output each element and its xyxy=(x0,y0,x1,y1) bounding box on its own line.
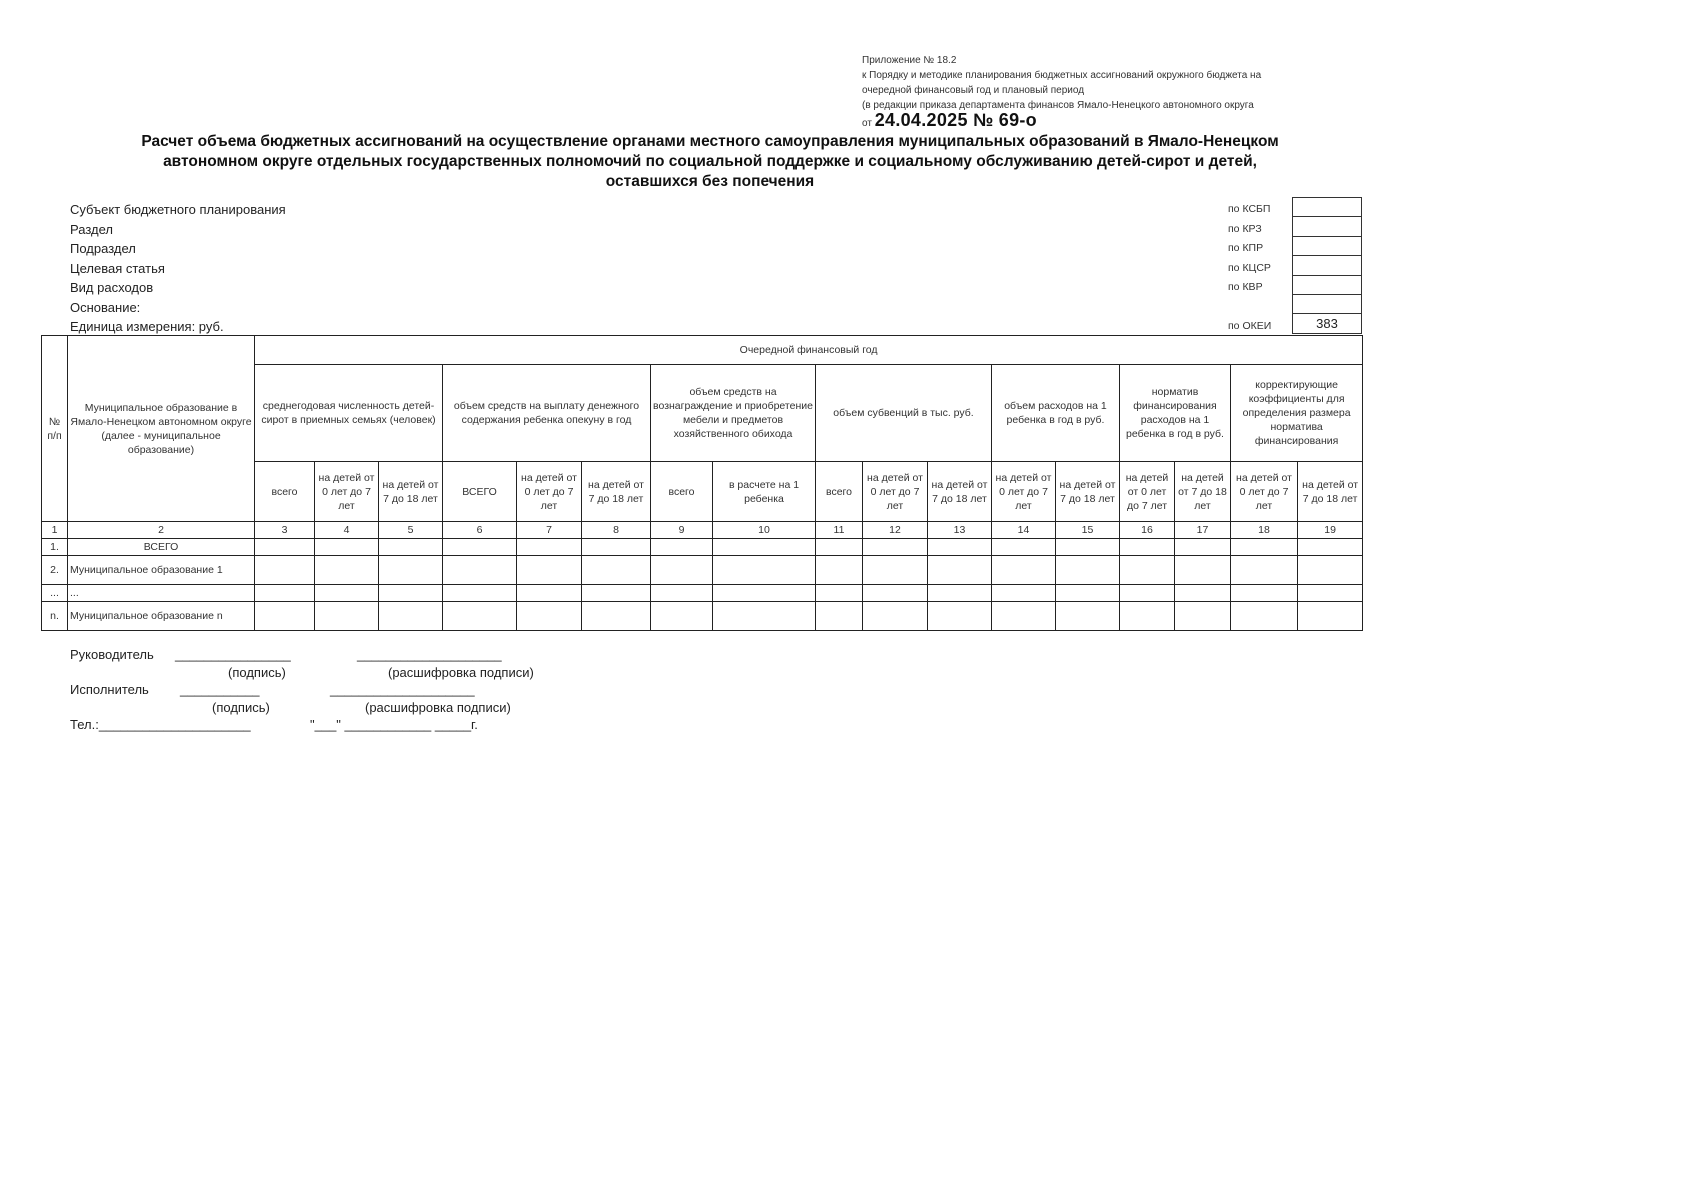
subheader-c6: ВСЕГО xyxy=(443,462,517,522)
meta-label-unit: Единица измерения: руб. xyxy=(70,319,224,334)
row-num: 2. xyxy=(42,556,68,585)
row-name: Муниципальное образование n xyxy=(68,602,255,631)
meta-label-subject: Субъект бюджетного планирования xyxy=(70,202,286,217)
header-group-norm: норматив финансирования расходов на 1 ребенка в год в руб. xyxy=(1120,365,1231,462)
col-number: 16 xyxy=(1120,522,1175,539)
code-label-krz: по КРЗ xyxy=(1228,222,1262,235)
col-number: 9 xyxy=(651,522,713,539)
executor-sign-line: ___________ xyxy=(180,682,260,697)
header-group-guardian-payment: объем средств на выплату денежного содержания ребенка опекуну в год xyxy=(443,365,651,462)
subheader-c8: на детей от 7 до 18 лет xyxy=(582,462,651,522)
code-cell xyxy=(1293,236,1362,255)
header-group-coefficients: корректирующие коэффициенты для определения размера норматива финансирования xyxy=(1231,365,1363,462)
row-name: Муниципальное образование 1 xyxy=(68,556,255,585)
subheader-c18: на детей от 0 лет до 7 лет xyxy=(1231,462,1298,522)
col-number: 15 xyxy=(1056,522,1120,539)
date-field: "___" ____________ _____г. xyxy=(310,717,478,732)
col-number: 3 xyxy=(255,522,315,539)
subheader-c11: всего xyxy=(816,462,863,522)
header-group-children-count: среднегодовая численность детей-сирот в приемных семьях (человек) xyxy=(255,365,443,462)
subheader-c9: всего xyxy=(651,462,713,522)
col-number: 19 xyxy=(1298,522,1363,539)
col-number: 11 xyxy=(816,522,863,539)
appendix-text-1: к Порядку и методике планирования бюджетных ассигнований окружного бюджета на xyxy=(862,70,1262,81)
head-sign-caption: (подпись) xyxy=(228,664,286,680)
okei-value: 383 xyxy=(1293,314,1362,333)
code-label-kpr: по КПР xyxy=(1228,242,1264,254)
title-line-1: Расчет объема бюджетных ассигнований на осуществление органами местного самоуправления муниципальных образований в Ямало-Ненецком xyxy=(141,133,1279,150)
code-cell xyxy=(1293,217,1362,236)
col-number: 7 xyxy=(517,522,582,539)
subheader-c17: на детей от 7 до 18 лет xyxy=(1175,462,1231,522)
appendix-text-2: очередной финансовый год и плановый период xyxy=(862,85,1085,96)
subheader-c10: в расчете на 1 ребенка xyxy=(713,462,816,522)
code-label-empty xyxy=(1228,298,1271,318)
subheader-c14: на детей от 0 лет до 7 лет xyxy=(992,462,1056,522)
meta-label-subsection: Подраздел xyxy=(70,241,136,256)
code-label-kcsr: по КЦСР xyxy=(1228,261,1271,274)
appendix-date-prefix: от xyxy=(862,118,872,129)
header-municipality: Муниципальное образование в Ямало-Ненецком автономном округе (далее - муниципальное образование) xyxy=(68,336,255,522)
code-label-kvr: по КВР xyxy=(1228,281,1263,293)
phone-field: Тел.:_____________________ xyxy=(70,717,251,732)
head-decode-line: ____________________ xyxy=(357,647,502,662)
head-decode-caption: (расшифровка подписи) xyxy=(388,664,534,680)
meta-label-basis: Основание: xyxy=(70,299,141,315)
code-label-ksbp: по КСБП xyxy=(1228,203,1271,215)
code-cell xyxy=(1293,198,1362,217)
meta-labels xyxy=(70,200,286,337)
row-name: ... xyxy=(68,585,255,602)
row-num: ... xyxy=(42,585,68,602)
table-row xyxy=(42,602,1363,631)
appendix-text-3: (в редакции приказа департамента финансов Ямало-Ненецкого автономного округа xyxy=(862,100,1254,111)
subheader-c13: на детей от 7 до 18 лет xyxy=(928,462,992,522)
executor-label: Исполнитель xyxy=(70,682,149,697)
executor-sign-caption: (подпись) xyxy=(212,699,270,715)
title-line-2: автономном округе отдельных государственных полномочий по социальной поддержке и социальному обслуживанию детей-сирот и детей, xyxy=(163,153,1257,170)
calculation-table xyxy=(41,335,1363,631)
col-number: 5 xyxy=(379,522,443,539)
col-number: 8 xyxy=(582,522,651,539)
col-number: 1 xyxy=(42,522,68,539)
code-cell xyxy=(1293,294,1362,313)
col-number: 10 xyxy=(713,522,816,539)
appendix-number: Приложение № 18.2 xyxy=(862,55,957,66)
head-sign-line: ________________ xyxy=(175,647,291,662)
code-label-okei: по ОКЕИ xyxy=(1228,320,1272,332)
header-group-subventions: объем субвенций в тыс. руб. xyxy=(816,365,992,462)
code-cell xyxy=(1293,275,1362,294)
title-line-3: оставшихся без попечения xyxy=(605,173,815,190)
subheader-c12: на детей от 0 лет до 7 лет xyxy=(863,462,928,522)
code-box xyxy=(1292,197,1362,334)
col-number: 2 xyxy=(68,522,255,539)
subheader-c7: на детей от 0 лет до 7 лет xyxy=(517,462,582,522)
col-number: 17 xyxy=(1175,522,1231,539)
col-number: 12 xyxy=(863,522,928,539)
col-number: 18 xyxy=(1231,522,1298,539)
col-number: 6 xyxy=(443,522,517,539)
header-num: № п/п xyxy=(42,336,68,522)
table-row xyxy=(42,539,1363,556)
appendix-note xyxy=(862,53,1382,131)
header-group-remuneration: объем средств на вознаграждение и приобретение мебели и предметов хозяйственного обихода xyxy=(651,365,816,462)
subheader-c19: на детей от 7 до 18 лет xyxy=(1298,462,1363,522)
executor-decode-caption: (расшифровка подписи) xyxy=(365,699,511,715)
subheader-c5: на детей от 7 до 18 лет xyxy=(379,462,443,522)
col-number: 14 xyxy=(992,522,1056,539)
col-number: 4 xyxy=(315,522,379,539)
document-title xyxy=(60,132,1360,192)
appendix-date-line xyxy=(862,110,1382,131)
subheader-c4: на детей от 0 лет до 7 лет xyxy=(315,462,379,522)
executor-decode-line: ____________________ xyxy=(330,682,475,697)
subheader-c15: на детей от 7 до 18 лет xyxy=(1056,462,1120,522)
row-num: 1. xyxy=(42,539,68,556)
row-num: n. xyxy=(42,602,68,631)
meta-codes xyxy=(1228,200,1271,337)
column-number-row xyxy=(42,522,1363,539)
table-row xyxy=(42,556,1363,585)
header-group-expense-per-child: объем расходов на 1 ребенка в год в руб. xyxy=(992,365,1120,462)
meta-label-expense-type: Вид расходов xyxy=(70,280,154,295)
head-label: Руководитель xyxy=(70,647,154,662)
subheader-c16: на детей от 0 лет до 7 лет xyxy=(1120,462,1175,522)
col-number: 13 xyxy=(928,522,992,539)
meta-label-target: Целевая статья xyxy=(70,260,165,276)
subheader-c3: всего xyxy=(255,462,315,522)
header-fiscal-year: Очередной финансовый год xyxy=(255,336,1363,365)
table-row xyxy=(42,585,1363,602)
code-cell xyxy=(1293,256,1362,275)
appendix-date: 24.04.2025 № 69-о xyxy=(874,110,1037,130)
meta-label-section: Раздел xyxy=(70,221,113,237)
row-name: ВСЕГО xyxy=(68,539,255,556)
